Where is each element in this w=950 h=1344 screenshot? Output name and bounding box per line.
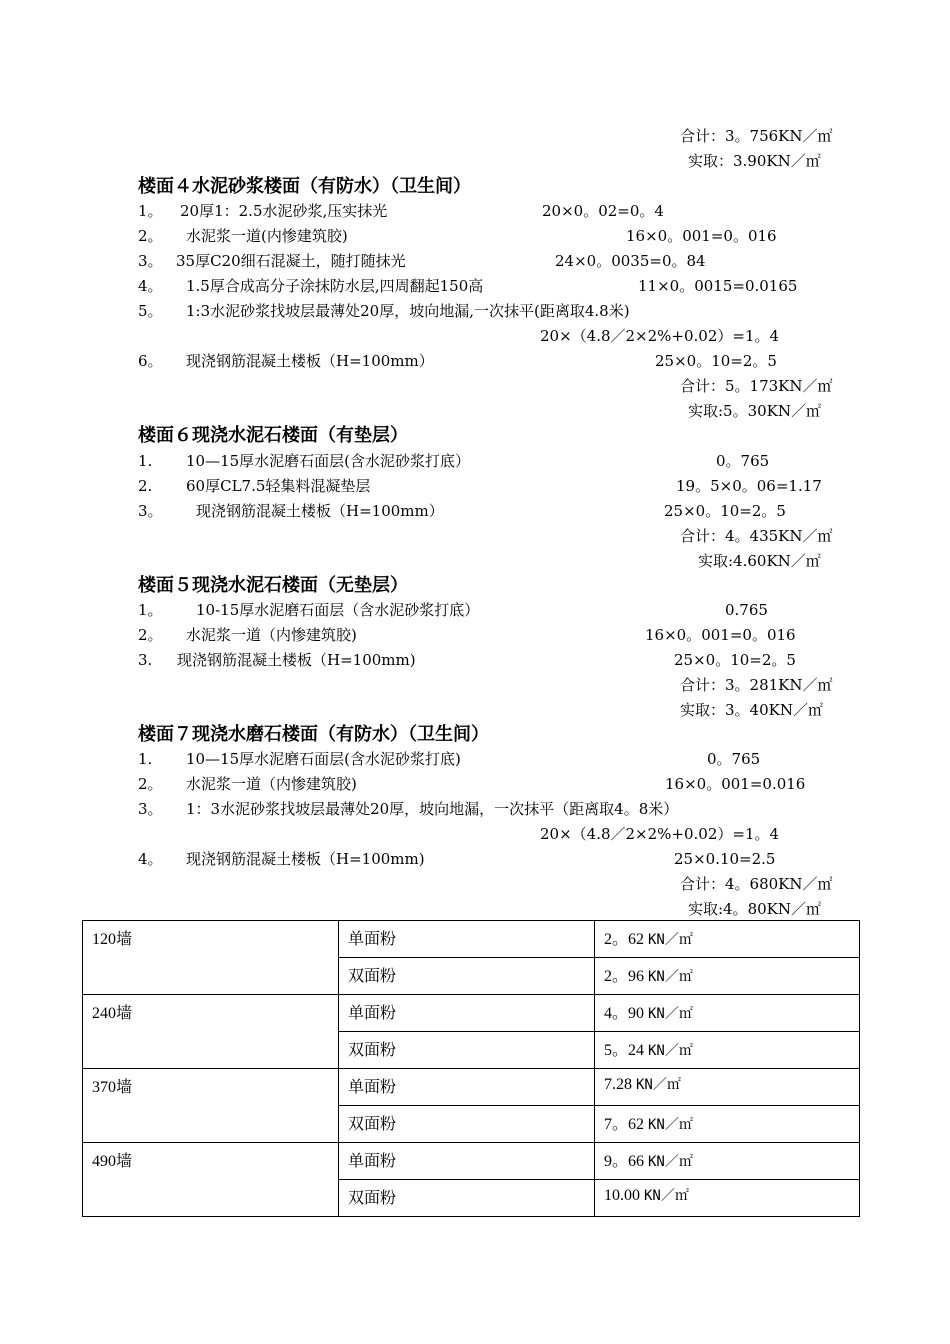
item-calc: 20×（4.8／2×2%+0.02）=1。4 [540,825,780,843]
item-text: 10-15厚水泥磨石面层（含水泥砂浆打底） [196,601,480,619]
table-row [83,1069,860,1106]
section-total: 合计：5。173KN／㎡ [680,377,833,395]
item-num: 3。 [138,252,163,270]
item-text: 35厚C20细石混凝土，随打随抹光 [176,252,406,270]
load-value-cell [594,1106,859,1143]
item-text: 20厚1：2.5水泥砂浆,压实抹光 [180,202,388,220]
item-calc: 20×（4.8／2×2%+0.02）=1。4 [540,327,780,345]
load-value: 10.00 [603,1187,640,1204]
section-adopted: 实取:4。80KN／㎡ [688,900,822,918]
item-calc: 0.765 [725,601,768,619]
section-adopted: 实取：3。40KN／㎡ [680,701,823,719]
section-title: 楼面７现浇水磨石楼面（有防水）（卫生间） [138,724,489,745]
wall-load-table [82,920,860,1217]
plaster-type-cell: 单面粉 [339,995,595,1032]
wall-type-cell: 490墙 [83,1143,339,1217]
item-text: 1.5厚合成高分子涂抹防水层,四周翻起150高 [186,277,484,295]
top-adopted: 实取：3.90KN／㎡ [688,152,821,170]
load-unit: KN／㎡ [647,1154,693,1170]
item-num: 3。 [138,502,163,520]
section-total: 合计：4。435KN／㎡ [680,527,833,545]
item-num: 2。 [138,775,163,793]
wall-type-cell: 120墙 [83,921,339,995]
plaster-type-cell: 单面粉 [339,1143,595,1180]
plaster-type-cell: 双面粉 [339,1032,595,1069]
item-num: 3。 [138,800,163,818]
item-text: 10—15厚水泥磨石面层(含水泥砂浆打底) [186,750,461,768]
load-value: 7。62 [603,1116,644,1133]
load-unit: KN／㎡ [647,1006,693,1022]
item-num: 3. [138,651,153,669]
table-row [83,921,860,958]
item-calc: 0。765 [716,452,770,470]
load-unit: KN／㎡ [647,1117,693,1133]
load-value: 9。66 [603,1153,644,1170]
load-value-cell [594,921,859,958]
section-adopted: 实取:5。30KN／㎡ [688,402,822,420]
load-value-cell [594,1180,859,1217]
load-value: 2。96 [603,968,644,985]
load-unit: KN／㎡ [647,969,693,985]
item-num: 5。 [138,302,163,320]
load-value: 4。90 [603,1005,644,1022]
load-value: 2。62 [603,931,644,948]
item-calc: 24×0。0035=0。84 [555,252,706,270]
item-calc: 16×0。001=0.016 [665,775,806,793]
item-calc: 20×0。02=0。4 [542,202,664,220]
load-value-cell [594,1032,859,1069]
plaster-type-cell: 双面粉 [339,1180,595,1217]
load-unit: KN／㎡ [635,1077,681,1093]
load-unit: KN／㎡ [643,1188,689,1204]
item-calc: 0。765 [707,750,761,768]
load-value-cell [594,1143,859,1180]
plaster-type-cell: 双面粉 [339,958,595,995]
section-total: 合计：4。680KN／㎡ [680,875,833,893]
item-calc: 25×0。10=2。5 [674,651,796,669]
item-calc: 25×0.10=2.5 [674,850,776,868]
item-num: 2。 [138,626,163,644]
top-total: 合计：3。756KN／㎡ [680,127,833,145]
load-unit: KN／㎡ [647,1043,693,1059]
table-row [83,1143,860,1180]
item-calc: 25×0。10=2。5 [655,352,777,370]
plaster-type-cell: 双面粉 [339,1106,595,1143]
item-num: 2。 [138,227,163,245]
item-text: 现浇钢筋混凝土楼板（H=100mm) [177,651,416,669]
wall-type-cell: 370墙 [83,1069,339,1143]
section-adopted: 实取:4.60KN／㎡ [698,552,821,570]
item-num: 1. [138,750,153,768]
item-text: 水泥浆一道(内惨建筑胶) [186,227,348,245]
item-text: 10—15厚水泥磨石面层(含水泥砂浆打底） [186,452,471,470]
item-text: 1：3水泥砂浆找坡层最薄处20厚，坡向地漏，一次抹平（距离取4。8米） [186,800,679,818]
load-unit: KN／㎡ [647,932,693,948]
item-text: 现浇钢筋混凝土楼板（H=100mm） [196,502,444,520]
item-text: 60厚CL7.5轻集料混凝垫层 [186,477,371,495]
item-num: 2. [138,477,153,495]
wall-type-cell: 240墙 [83,995,339,1069]
item-num: 1. [138,452,153,470]
item-text: 1:3水泥砂浆找坡层最薄处20厚，坡向地漏,一次抹平(距离取4.8米) [186,302,630,320]
item-text: 水泥浆一道（内惨建筑胶) [186,626,357,644]
plaster-type-cell: 单面粉 [339,1069,595,1106]
item-calc: 19。5×0。06=1.17 [676,477,822,495]
section-title: 楼面４水泥砂浆楼面（有防水）（卫生间） [138,176,471,197]
load-value-cell [594,958,859,995]
table-row [83,995,860,1032]
plaster-type-cell: 单面粉 [339,921,595,958]
item-num: 4。 [138,850,163,868]
item-calc: 25×0。10=2。5 [664,502,786,520]
item-num: 1。 [138,202,163,220]
item-text: 水泥浆一道（内惨建筑胶) [186,775,357,793]
load-value: 7.28 [603,1076,632,1093]
item-calc: 16×0。001=0。016 [645,626,796,644]
item-calc: 16×0。001=0。016 [626,227,777,245]
item-num: 4。 [138,277,163,295]
load-value-cell [594,995,859,1032]
section-total: 合计：3。281KN／㎡ [680,676,833,694]
section-title: 楼面６现浇水泥石楼面（有垫层） [138,425,408,446]
item-num: 6。 [138,352,163,370]
item-text: 现浇钢筋混凝土楼板（H=100mm） [186,352,434,370]
section-title: 楼面５现浇水泥石楼面（无垫层） [138,575,408,596]
item-calc: 11×0。0015=0.0165 [638,277,798,295]
item-num: 1。 [138,601,163,619]
load-value: 5。24 [603,1042,644,1059]
load-value-cell [594,1069,859,1106]
item-text: 现浇钢筋混凝土楼板（H=100mm) [186,850,425,868]
